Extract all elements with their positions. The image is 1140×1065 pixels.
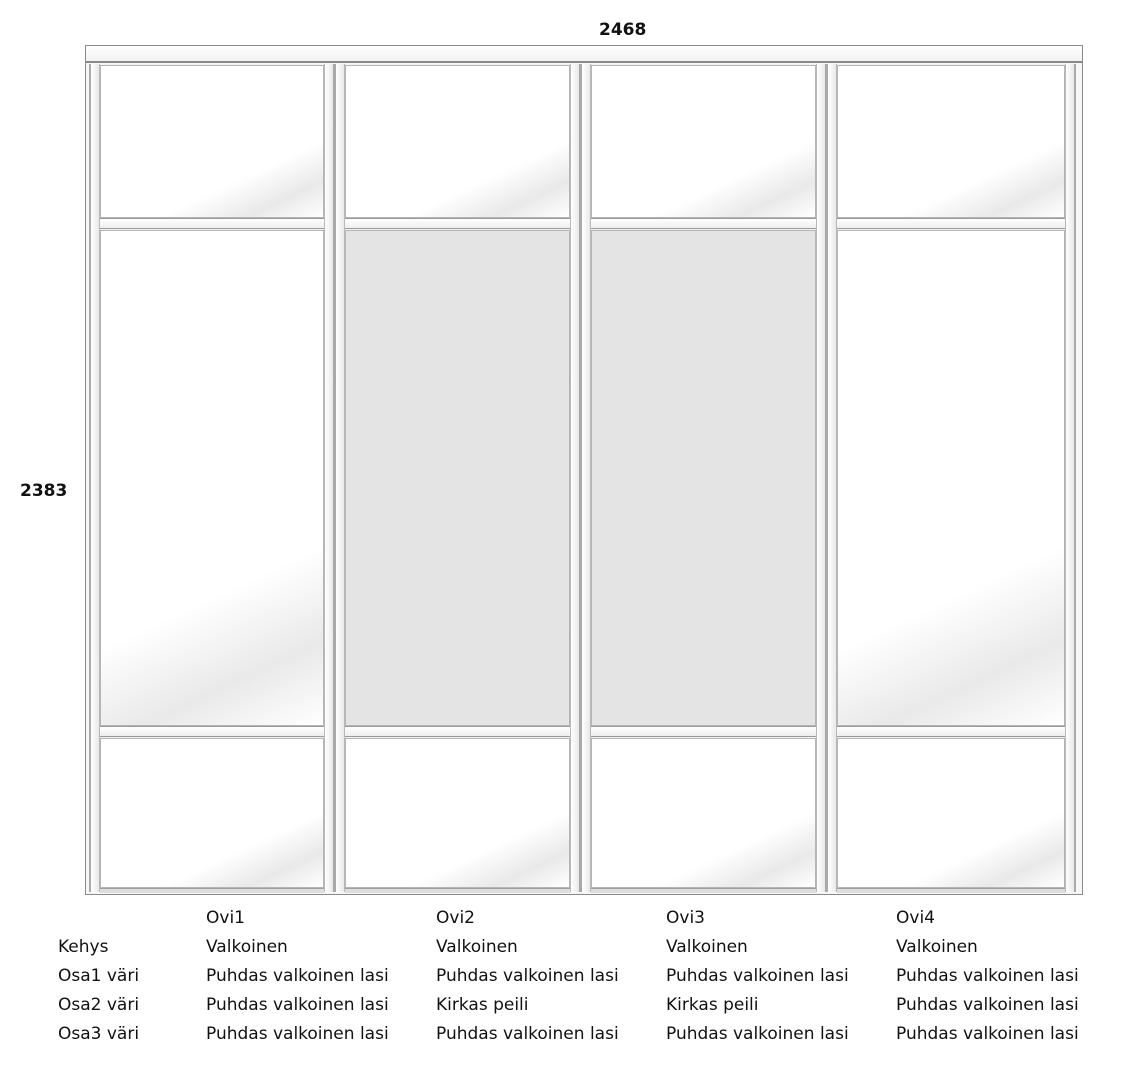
door-3-panel-2: [591, 230, 816, 726]
width-dimension-label: 2468: [599, 20, 647, 40]
cell-door-1-part3: Puhdas valkoinen lasi: [206, 1023, 389, 1044]
cell-door-2-frame: Valkoinen: [436, 936, 518, 957]
table-row: [58, 932, 1126, 961]
door-2-panel-3: [345, 738, 570, 888]
row-label-part2: Osa2 väri: [58, 994, 140, 1015]
cell-door-1-part2: Puhdas valkoinen lasi: [206, 994, 389, 1015]
cell-door-4-part1: Puhdas valkoinen lasi: [896, 965, 1079, 986]
door-1-panel-3: [100, 738, 324, 888]
top-track-rail: [85, 45, 1083, 62]
door-3-panel-3: [591, 738, 816, 888]
column-header-door-4: Ovi4: [896, 907, 935, 928]
cell-door-3-frame: Valkoinen: [666, 936, 748, 957]
height-dimension-label: 2383: [20, 481, 68, 501]
door-2-panel-1: [345, 65, 570, 218]
door-3-rail-upper: [591, 218, 816, 229]
column-header-door-1: Ovi1: [206, 907, 245, 928]
cell-door-3-part1: Puhdas valkoinen lasi: [666, 965, 849, 986]
table-header-row: [58, 903, 1126, 932]
door-4-panel-1: [837, 65, 1065, 218]
door-4-panel-2: [837, 230, 1065, 726]
door-4-rail-lower: [837, 726, 1065, 737]
door-4-bottom-rail: [837, 888, 1065, 893]
cell-door-4-part2: Puhdas valkoinen lasi: [896, 994, 1079, 1015]
row-label-frame: Kehys: [58, 936, 109, 957]
door-2-panel-2: [345, 230, 570, 726]
door-2: [334, 64, 581, 892]
cell-door-2-part3: Puhdas valkoinen lasi: [436, 1023, 619, 1044]
door-specification-table: [58, 903, 1126, 1048]
door-2-rail-upper: [345, 218, 570, 229]
door-1-bottom-rail: [100, 888, 324, 893]
door-1-panel-2: [100, 230, 324, 726]
door-1-rail-upper: [100, 218, 324, 229]
cell-door-4-frame: Valkoinen: [896, 936, 978, 957]
cell-door-2-part1: Puhdas valkoinen lasi: [436, 965, 619, 986]
door-4-rail-upper: [837, 218, 1065, 229]
door-1-panel-1: [100, 65, 324, 218]
cell-door-3-part3: Puhdas valkoinen lasi: [666, 1023, 849, 1044]
door-3-panel-1: [591, 65, 816, 218]
cell-door-1-frame: Valkoinen: [206, 936, 288, 957]
door-3: [580, 64, 827, 892]
table-row: [58, 990, 1126, 1019]
cell-door-2-part2: Kirkas peili: [436, 994, 529, 1015]
table-row: [58, 1019, 1126, 1048]
table-row: [58, 961, 1126, 990]
door-2-rail-lower: [345, 726, 570, 737]
door-4: [826, 64, 1076, 892]
door-1: [89, 64, 335, 892]
door-1-rail-lower: [100, 726, 324, 737]
row-label-part1: Osa1 väri: [58, 965, 140, 986]
row-label-part3: Osa3 väri: [58, 1023, 140, 1044]
cell-door-3-part2: Kirkas peili: [666, 994, 759, 1015]
door-2-bottom-rail: [345, 888, 570, 893]
cell-door-4-part3: Puhdas valkoinen lasi: [896, 1023, 1079, 1044]
column-header-door-3: Ovi3: [666, 907, 705, 928]
wardrobe-frame: [85, 62, 1083, 895]
cell-door-1-part1: Puhdas valkoinen lasi: [206, 965, 389, 986]
door-4-panel-3: [837, 738, 1065, 888]
table-corner-cell: [58, 903, 206, 932]
column-header-door-2: Ovi2: [436, 907, 475, 928]
door-3-rail-lower: [591, 726, 816, 737]
door-3-bottom-rail: [591, 888, 816, 893]
